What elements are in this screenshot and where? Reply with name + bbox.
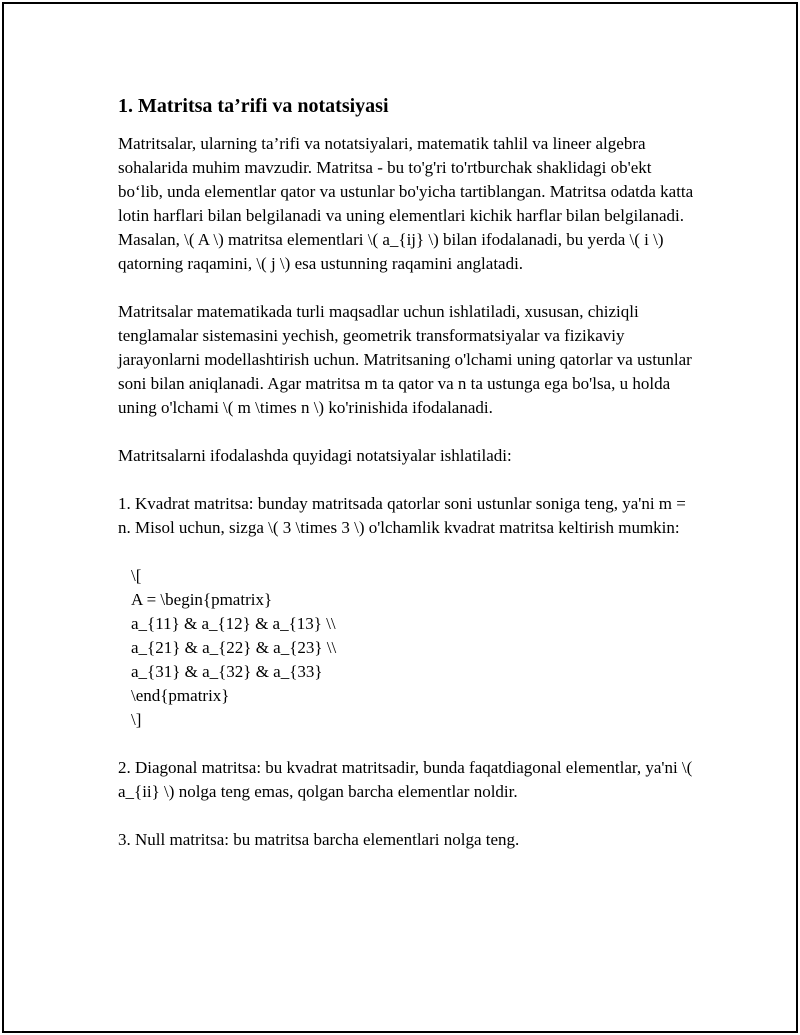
list-item-diagonal-matrix: 2. Diagonal matritsa: bu kvadrat matritsadir, bunda faqatdiagonal elementlar, ya'ni \( a_{ii} \) nolga teng emas, qolgan barcha elementlar noldir. <box>118 758 693 801</box>
paragraph-definition: Matritsalar, ularning ta’rifi va notatsiyalari, matematik tahlil va lineer algebra sohalarida muhim mavzudir. Matritsa - bu to'g'ri to'rtburchak shaklidagi ob'ekt bo‘lib, unda elementlar qator va ustunlar bo'yicha tartiblangan. Matritsa odatda katta lotin harflari bilan belgilanadi va uning elementlari kichik harflar bilan belgilanadi. Masalan, \( A \) matritsa elementlari \( a_{ij} \) bilan ifodalanadi, bu yerda \( i \) qatorning raqamini, \( j \) esa ustunning raqamini anglatadi. <box>118 134 694 273</box>
list-item-square-matrix: 1. Kvadrat matritsa: bunday matritsada qatorlar soni ustunlar soniga teng, ya'ni m = n. Misol uchun, sizga \( 3 \times 3 \) o'lchamlik kvadrat matritsa keltirish mumkin: <box>118 494 686 537</box>
formula-line: \] <box>131 710 142 729</box>
formula-line: A = \begin{pmatrix} <box>131 590 273 609</box>
formula-line: a_{31} & a_{32} & a_{33} <box>131 662 323 681</box>
document-body <box>118 92 698 876</box>
paragraph-usage: Matritsalar matematikada turli maqsadlar uchun ishlatiladi, xususan, chiziqli tenglamalar sistemasini yechish, geometrik transformatsiyalar va fizikaviy jarayonlarni modellashtirish uchun. Matritsaning o'lchami uning qatorlar va ustunlar soni bilan aniqlanadi. Agar matritsa m ta qator va n ta ustunga ega bo'lsa, u holda uning o'lchami \( m \times n \) ko'rinishida ifodalanadi. <box>118 302 692 417</box>
formula-line: a_{21} & a_{22} & a_{23} \\ <box>131 638 337 657</box>
section-heading: 1. Matritsa ta’rifi va notatsiyasi <box>118 95 389 117</box>
list-item-null-matrix: 3. Null matritsa: bu matritsa barcha elementlari nolga teng. <box>118 830 520 849</box>
paragraph-notation-intro: Matritsalarni ifodalashda quyidagi notatsiyalar ishlatiladi: <box>118 446 512 465</box>
formula-line: a_{11} & a_{12} & a_{13} \\ <box>131 614 336 633</box>
matrix-formula-block <box>118 564 698 732</box>
formula-line: \[ <box>131 566 142 585</box>
formula-line: \end{pmatrix} <box>131 686 230 705</box>
